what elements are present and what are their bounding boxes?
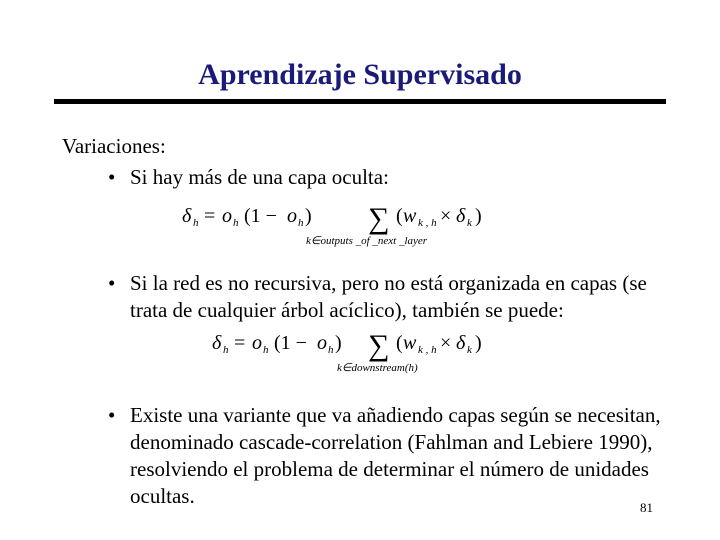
svg-text:δ: δ [456, 205, 466, 227]
svg-text:δ: δ [212, 332, 222, 354]
formula-acyclic-tree [190, 325, 510, 383]
bullet-dot-icon: • [108, 271, 116, 295]
svg-text:(1 −: (1 − [244, 205, 277, 227]
svg-text:=: = [234, 332, 246, 354]
svg-text:h: h [223, 344, 229, 356]
svg-text:×: × [440, 205, 452, 227]
page-number: 81 [640, 500, 653, 515]
svg-text:o: o [252, 332, 262, 354]
svg-text:∑: ∑ [368, 329, 390, 362]
svg-text:(: ( [396, 205, 403, 227]
formula-hidden-layers [150, 192, 510, 250]
bullet-text: Si la red es no recursiva, pero no está organizada en capas (se trata de cualquier árbol acíclico), también se puede: [130, 271, 647, 322]
svg-text:o: o [287, 205, 297, 227]
svg-text:): ) [335, 332, 342, 354]
svg-text:×: × [440, 332, 452, 354]
svg-text:k: k [467, 217, 472, 229]
svg-text:h: h [263, 344, 269, 356]
svg-text:k , h: k , h [418, 344, 437, 356]
svg-text:h: h [298, 217, 304, 229]
sum-index-1: k∈outputs _of _next _layer [306, 235, 428, 247]
bullet-dot-icon: • [108, 165, 116, 189]
svg-text:δ: δ [182, 205, 192, 227]
svg-text:h: h [193, 217, 199, 229]
svg-text:δ: δ [456, 332, 466, 354]
svg-text:=: = [204, 205, 216, 227]
svg-text:): ) [475, 205, 482, 227]
sum-index-2: k∈downstream(h) [337, 362, 418, 374]
svg-text:k: k [467, 344, 472, 356]
svg-text:o: o [222, 205, 232, 227]
bullet-text: Si hay más de una capa oculta: [130, 165, 389, 189]
svg-text:k , h: k , h [418, 217, 437, 229]
bullet-text: Existe una variante que va añadiendo capas según se necesitan, denominado cascade-correlation (Fahlman and Lebiere 1990), resolviendo el problema de determinar el número de unidades ocultas. [130, 403, 661, 508]
svg-text:): ) [305, 205, 312, 227]
title-underline [54, 99, 666, 104]
svg-text:h: h [233, 217, 239, 229]
svg-text:o: o [317, 332, 327, 354]
lead-text: Variaciones: [62, 134, 166, 158]
slide-title: Aprendizaje Supervisado [198, 58, 522, 91]
svg-text:(: ( [396, 332, 403, 354]
svg-text:(1 −: (1 − [274, 332, 307, 354]
svg-text:w: w [403, 205, 417, 227]
bullet-dot-icon: • [108, 403, 116, 427]
svg-text:w: w [403, 332, 417, 354]
svg-text:): ) [475, 332, 482, 354]
svg-text:∑: ∑ [368, 202, 390, 235]
svg-text:h: h [328, 344, 334, 356]
